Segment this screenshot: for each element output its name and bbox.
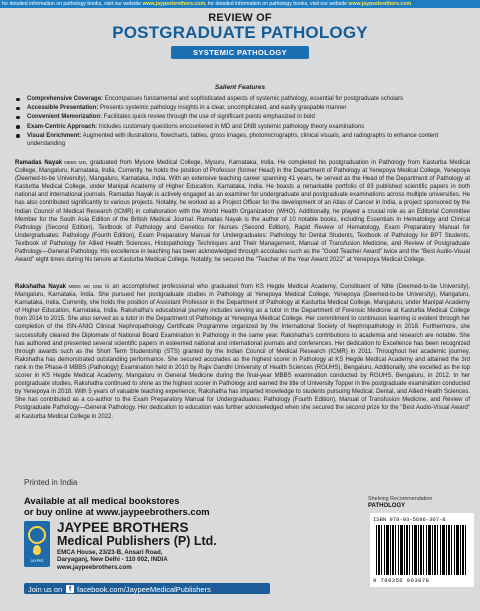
logo-ring-icon: [28, 526, 46, 544]
feature-item: [15, 113, 470, 122]
features-list: [15, 95, 470, 150]
author-name: Ramadas Nayak: [15, 160, 63, 166]
publisher-name: JAYPEE BROTHERS: [57, 520, 189, 535]
title-block: [0, 12, 480, 60]
feature-text: Presents systemic pathology insights in a clear, uncomplicated, and easily graspable manner: [98, 105, 347, 112]
publisher-logo: [24, 521, 50, 567]
feature-label: Comprehensive Coverage:: [27, 96, 104, 102]
publisher-name-line-2: Medical Publishers (P) Ltd.: [57, 534, 217, 548]
facebook-icon: f: [66, 585, 74, 593]
isbn-text: ISBN 978-93-5696-307-8: [373, 516, 446, 523]
availability-line-1: Available at all medical bookstores: [24, 495, 180, 506]
banner-suffix: , for detailed information on pathology books, visit our website: [205, 1, 349, 7]
join-us-label: Join us on: [28, 584, 63, 594]
publisher-address: [57, 549, 168, 571]
feature-label: Accessible Presentation:: [27, 105, 99, 112]
author-credentials: MBBS MD DNB: [66, 284, 103, 289]
availability-text: [24, 495, 210, 517]
features-heading: Salient Features: [214, 84, 266, 91]
top-banner: [0, 0, 480, 8]
shelving-value: PATHOLOGY: [368, 503, 406, 509]
feature-item: [15, 123, 470, 132]
feature-label: Exam-Centric Approach:: [27, 123, 98, 130]
author-bio-text: is an accomplished professional who graduated from KS Hegde Medical Academy, Constituent of Nitte (Deemed-to-be University), Mangaluru, Karnataka, India. She pursued her postgraduate studies in Pathology at Yenepoya Medical College, Yenepoya (Deemed-to-be University), Mangaluru, Karnataka, India. Currently, she holds the position of Assistant Professor in the Department of Pathology at Kasturba Medical College, Mangaluru, under Manipal Academy of Higher Education, Karnataka, India. Rakshatha's educational journey includes serving as a tutor in the Department of Forensic Medicine at Kasturba Medical College from 2014 to 2015. She also served as a tutor in the Department of Pathology at Yenepoya Medical College. Her commitment to continuous learning is evident through her completion of the ISN-ANIO Clinical Nephropathology Certificate Programme organized by the International Society of Nephropathology in 2018. Furthermore, she successfully cleared the Diplomate of National Board Examination in Pathology in the same year. Rakshatha's contributions to academia and research are notable. She has authored and presented several scientific papers in esteemed national and international journals and conferences. Her dedication to Excellence has been recognized through awards such as the Short Term Studentship (STS) granted by the Indian Council of Medical Research (ICMR) in 2011. Throughout her academic journey, Rakshatha has demonstrated outstanding performance. She secured accolades as the highest scorer in Pathology at KS Hegde Medical Academy and attained the 3rd rank in the Phase-II MBBS (Pathology) Examination held in 2010 by Rajiv Gandhi University of Health Sciences (RGUHS), Bengaluru. Additionally, she excelled as the top scorer in KS Hegde Medical Academy, Mangaluru in General Medicine during the final-year MBBS examination conducted by RGUHS, Bengaluru, in 2012. In her postgraduate studies, Rakshatha continued to shine as the highest scorer in Pathology and earned the title of University Topper in the postgraduate examination conducted by Yenepoya in 2018. With 5 years of valuable teaching experience, Rakshatha has imparted knowledge to students pursuing Medical, Dental, and Allied Health Sciences. She has contributed as a co-author to the Exam Preparatory Manual for Undergraduates: Pathology (Fourth Edition), Manual of Transfusion Medicine, and Review of Postgraduate Pathology—General Pathology. Her dedication to education was further acknowledged when she secured the second prize for the "Best Audio-Visual Award" at Kasturba Medical College in 2022.: [15, 284, 470, 420]
author-bio-text: , graduated from Mysore Medical College, Mysuru, Karnataka, India. He completed his postgraduation in Pathology from Kasturba Medical College, Mangaluru, Karnataka, India. Currently, he holds the position of Professor (former Head) in the Department of Pathology at Yenepoya Medical College, Yenepoya (Deemed-to-be University), Mangaluru, Karnataka, India. With an extensive teaching career spanning 41 years, he served as the Head of the Department of Pathology at Kasturba Medical College, under Manipal Academy of Higher Education, Karnataka, India. He boasts a remarkable portfolio of 83 published scientific papers in both national and international journals. Ramadas Nayak is actively engaged as an examiner for undergraduate and postgraduate examinations across multiple universities. He has also contributed significantly to various projects. Notably, he worked as a Project Officer for the development of an Atlas of Cancer in India, a project sponsored by the Indian Council of Medical Research (ICMR) in collaboration with the World Health Organization (WHO). Additionally, he played a crucial role as an Editorial Committee Member for the South Asia Edition of the British Medical Journal. Ramadas Nayak is the author of 10 notable books, including Essentials in Hematology and Clinical Pathology (Second Edition), Textbook of Pathology and Genetics for Nurses (Second Edition), Rapid Review of Hematology, Exam Preparatory Manual for Undergraduates: Pathology (Fourth Edition), Exam Preparatory Manual for Undergraduates: Pathology for Dental Students, Textbook of Pathology for BPT Students, Textbook of Pathology for Allied Health Sciences, Histopathology Techniques and Their Management, Manual of Transfusion Medicine, and Review of Postgraduate Pathology—General Pathology. His excellence in teaching has been acknowledged through accolades such as the "Good Teacher Award" twice and the "Best Audio-Visual Award" eight times during his tenure at Kasturba Medical College. Notably, he secured the "Teacher of the Year Award 2022" at Yenepoya Medical College.: [15, 160, 471, 264]
author-bio-rakshatha: [15, 283, 470, 421]
banner-prefix: for detailed information on pathology books, visit our website: [2, 1, 143, 7]
feature-label: Convenient Memorization:: [27, 114, 103, 121]
publisher-website-link[interactable]: www.jaypeebrothers.com: [57, 563, 132, 571]
banner-site-link-2[interactable]: www.jaypeebrothers.com: [348, 1, 412, 7]
logo-drop-icon: [33, 545, 41, 555]
feature-item: [15, 104, 470, 113]
title-small: REVIEW OF: [208, 12, 272, 24]
availability-line-2: or buy online at www.jaypeebrothers.com: [24, 506, 210, 517]
facebook-link[interactable]: facebook.com/JaypeeMedicalPublishers: [77, 584, 211, 594]
facebook-bar[interactable]: [24, 583, 270, 594]
address-line-1: EMCA House, 23/23-B, Ansari Road,: [57, 549, 163, 556]
subtitle-badge: SYSTEMIC PATHOLOGY: [171, 46, 309, 59]
author-credentials: MBBS MD: [62, 160, 86, 165]
barcode-box: [370, 513, 474, 587]
author-name: Rakshatha Nayak: [15, 284, 66, 290]
feature-text: Augmented with illustrations, flowcharts, tables, gross images, photomicrographs, clinical visuals, and radiographs to enhance content understanding: [27, 132, 439, 148]
address-line-2: Daryaganj, New Delhi - 110 002, INDIA: [57, 556, 168, 564]
feature-item: [15, 132, 470, 149]
barcode-number: 9 789356 963078: [373, 577, 430, 584]
book-title: POSTGRADUATE PATHOLOGY: [112, 23, 368, 42]
feature-label: Visual Enrichment:: [27, 132, 82, 139]
feature-text: Facilitates quick review through the use of significant points emphasized in bold: [102, 114, 315, 121]
shelving-label: Shelving Recommendation: [368, 496, 433, 502]
printed-in: Printed in India: [24, 478, 78, 487]
barcode-bars: [376, 525, 468, 575]
feature-item: [15, 95, 470, 104]
author-bio-ramadas: [15, 159, 470, 264]
banner-site-link[interactable]: www.jaypeebrothers.com: [142, 1, 206, 7]
feature-text: Includes customary questions encountered in MD and DNB systemic pathology theory examinations: [97, 123, 365, 130]
feature-text: Encompasses fundamental and sophisticated aspects of systemic pathology, essential for postgraduate scholars: [103, 96, 404, 102]
logo-text: JAYPEE: [30, 559, 44, 563]
shelving-recommendation: [368, 496, 432, 510]
publisher-block: [24, 521, 274, 576]
